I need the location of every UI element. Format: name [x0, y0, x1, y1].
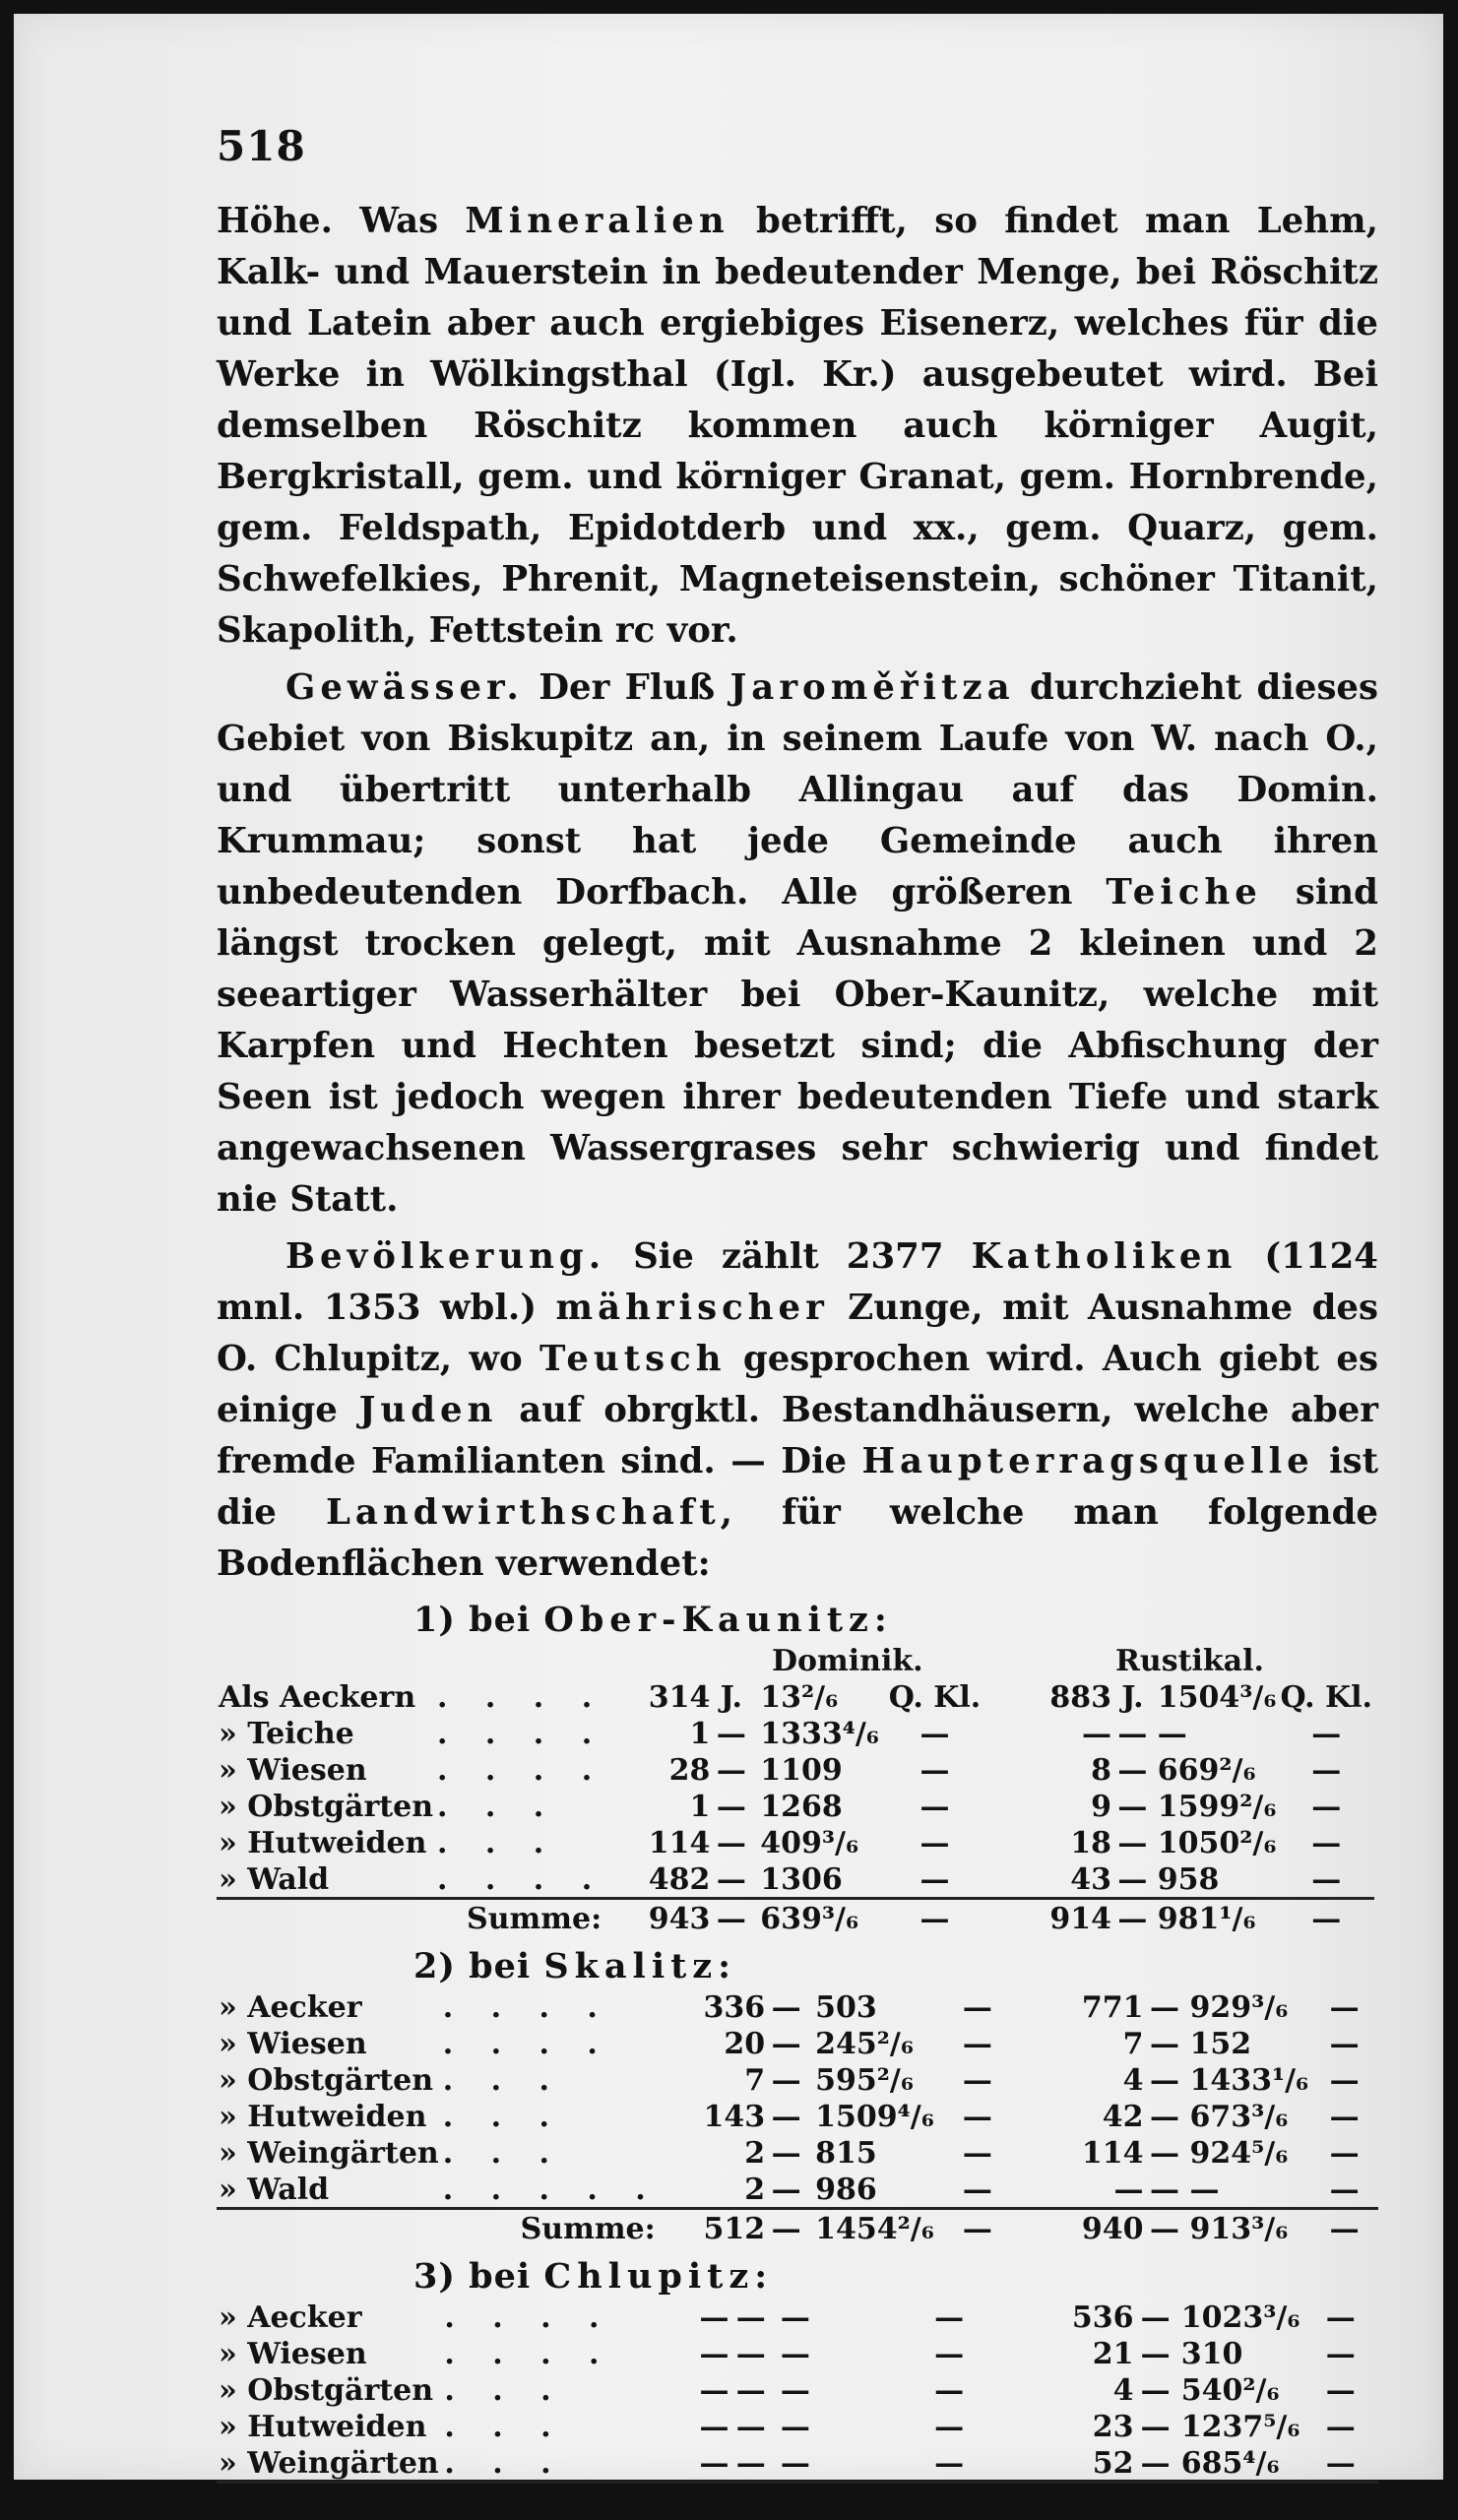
- minerals-paragraph: [217, 196, 1378, 657]
- table-row: [217, 2025, 1378, 2061]
- rustikal-quadratklafter: 540²/₆: [1175, 2371, 1303, 2408]
- table-row: [217, 1678, 1378, 1715]
- row-dots: . . . .: [441, 1988, 662, 2025]
- dominik-kl-unit: —: [887, 1715, 983, 1751]
- rustikal-unit: J.: [1113, 1678, 1152, 1715]
- rustikal-joch: 4: [1074, 2061, 1146, 2098]
- population-text-4: gesprochen wird. Auch giebt es einige: [217, 1339, 1378, 1430]
- page-number: 518: [217, 122, 1378, 170]
- population-text-5: auf obrgktl. Bestandhäusern, welche aber fremde Familianten sind. — Die: [217, 1390, 1378, 1481]
- column-gap: [983, 1678, 1042, 1715]
- sum-dominik-joch: —: [616, 2483, 731, 2520]
- sum-rustikal-quadratklafter: 913³/₆: [1183, 2209, 1310, 2247]
- rustikal-kl-unit: —: [1302, 2444, 1378, 2483]
- rustikal-quadratklafter: 673³/₆: [1183, 2098, 1310, 2134]
- column-gap: [1013, 2025, 1074, 2061]
- waters-text-3: sind längst trocken gelegt, mit Ausnahme 2 kleinen und 2 seeartiger Wasserhälter bei Ober-Kaunitz, welche mit Karpfen und Hechten besetzt sind; die Abfischung der Seen ist jedoch wegen ihrer bedeutenden Tiefe und stark angewachsenen Wassergrases sehr schwierig und findet nie Statt.: [217, 872, 1378, 1220]
- sum-rustikal-joch: 914: [1042, 1899, 1113, 1937]
- row-name: » Weingärten: [217, 2444, 442, 2483]
- column-gap: [988, 2299, 1062, 2335]
- rustikal-joch: 18: [1042, 1824, 1113, 1860]
- table-row: [217, 1824, 1378, 1860]
- dominik-joch: 7: [662, 2061, 767, 2098]
- row-name: » Aecker: [217, 2299, 442, 2335]
- rustikal-quadratklafter: 1023³/₆: [1175, 2299, 1303, 2335]
- population-text-6: ist die: [217, 1441, 1378, 1533]
- rustikal-joch: 4: [1062, 2371, 1136, 2408]
- rustikal-quadratklafter: 1504³/₆: [1152, 1678, 1279, 1715]
- dominik-quadratklafter: 595²/₆: [805, 2061, 942, 2098]
- section-place: Ober-Kaunitz:: [543, 1600, 892, 1640]
- table-row: [217, 2371, 1378, 2408]
- column-gap: [983, 1751, 1042, 1788]
- dominik-unit: —: [731, 2408, 771, 2444]
- column-gap: [988, 2371, 1062, 2408]
- section-prefix: bei: [469, 1600, 531, 1640]
- dominik-unit: —: [767, 1988, 805, 2025]
- table-row: [217, 2171, 1378, 2209]
- rustikal-unit: —: [1113, 1788, 1152, 1824]
- row-name: » Wiesen: [217, 2025, 441, 2061]
- dominik-quadratklafter: —: [771, 2444, 910, 2483]
- dominik-joch: 482: [607, 1860, 712, 1899]
- rustikal-unit: —: [1113, 1824, 1152, 1860]
- section-number: 2): [413, 1946, 456, 1986]
- dominik-joch: —: [616, 2335, 731, 2371]
- dominik-unit: —: [712, 1824, 750, 1860]
- population-german: Teutsch: [539, 1339, 727, 1379]
- rustikal-joch: 52: [1062, 2444, 1136, 2483]
- rustikal-kl-unit: —: [1310, 2171, 1378, 2209]
- dominik-unit: —: [767, 2134, 805, 2171]
- row-dots: . . .: [441, 2061, 662, 2098]
- rustikal-quadratklafter: 1433¹/₆: [1183, 2061, 1310, 2098]
- dominik-joch: 20: [662, 2025, 767, 2061]
- dominik-unit: —: [712, 1751, 750, 1788]
- land-use-table: [217, 1642, 1378, 1936]
- section-number: 1): [413, 1600, 456, 1640]
- rustikal-kl-unit: —: [1279, 1860, 1375, 1899]
- dominik-kl-unit: —: [942, 2134, 1013, 2171]
- row-name: Als Aeckern: [217, 1678, 435, 1715]
- table-row: [217, 2299, 1378, 2335]
- row-name: » Obstgärten: [217, 2061, 441, 2098]
- row-dots: . . .: [441, 2098, 662, 2134]
- sum-dominik-kl-unit: —: [942, 2209, 1013, 2247]
- dominik-unit: —: [767, 2061, 805, 2098]
- rustikal-joch: 536: [1062, 2299, 1136, 2335]
- row-name: » Wiesen: [217, 1751, 435, 1788]
- column-gap: [983, 1788, 1042, 1824]
- rustikal-quadratklafter: 958: [1152, 1860, 1279, 1899]
- book-page: [14, 14, 1443, 2480]
- rustikal-unit: —: [1146, 2098, 1184, 2134]
- column-gap: [988, 2408, 1062, 2444]
- minerals-keyword: Mineralien: [465, 201, 729, 241]
- sum-dominik-kl-unit: —: [887, 1899, 983, 1937]
- dominik-quadratklafter: 815: [805, 2134, 942, 2171]
- dominik-unit: —: [712, 1860, 750, 1899]
- dominik-quadratklafter: 1333⁴/₆: [750, 1715, 887, 1751]
- row-name: » Wald: [217, 2171, 441, 2209]
- sum-column-gap: [988, 2483, 1062, 2520]
- rustikal-joch: 42: [1074, 2098, 1146, 2134]
- rustikal-quadratklafter: —: [1152, 1715, 1279, 1751]
- dominik-kl-unit: —: [942, 2098, 1013, 2134]
- sum-rustikal-quadratklafter: 1597¹/₆: [1175, 2483, 1303, 2520]
- rustikal-kl-unit: —: [1310, 2134, 1378, 2171]
- table-row: [217, 2098, 1378, 2134]
- header-spacer-end: [1374, 1642, 1378, 1678]
- rustikal-quadratklafter: 310: [1175, 2335, 1303, 2371]
- rustikal-joch: 771: [1074, 1988, 1146, 2025]
- rustikal-joch: 21: [1062, 2335, 1136, 2371]
- sum-dominik-quadratklafter: 639³/₆: [750, 1899, 887, 1937]
- population-agri: Landwirthschaft: [326, 1492, 721, 1533]
- row-dots: . . .: [442, 2444, 615, 2483]
- dominik-kl-unit: —: [887, 1751, 983, 1788]
- dominik-quadratklafter: 13²/₆: [750, 1678, 887, 1715]
- waters-text-1: Der Fluß: [524, 667, 730, 708]
- rustikal-unit: —: [1135, 2371, 1174, 2408]
- sum-dominik-joch: 943: [607, 1899, 712, 1937]
- column-gap: [988, 2335, 1062, 2371]
- rustikal-kl-unit: —: [1279, 1824, 1375, 1860]
- dominik-quadratklafter: 1509⁴/₆: [805, 2098, 942, 2134]
- dominik-joch: —: [616, 2371, 731, 2408]
- sum-rustikal-quadratklafter: 981¹/₆: [1152, 1899, 1279, 1937]
- row-dots: . . .: [442, 2408, 615, 2444]
- dominik-kl-unit: —: [910, 2335, 989, 2371]
- sum-label: Summe:: [217, 1899, 607, 1937]
- dominik-kl-unit: —: [887, 1788, 983, 1824]
- dominik-kl-unit: —: [910, 2299, 989, 2335]
- waters-text-2: durchzieht dieses Gebiet von Biskupitz an, in seinem Laufe von W. nach O., und übertritt unterhalb Allingau auf das Domin. Krummau; sonst hat jede Gemeinde auch ihren unbedeutenden Dorfbach. Alle größeren: [217, 667, 1378, 913]
- sum-column-gap: [983, 1899, 1042, 1937]
- table-row: [217, 1788, 1378, 1824]
- rustikal-kl-unit: —: [1302, 2408, 1378, 2444]
- dominik-joch: 28: [607, 1751, 712, 1788]
- dominik-unit: —: [767, 2098, 805, 2134]
- rustikal-unit: —: [1135, 2408, 1174, 2444]
- rustikal-kl-unit: —: [1302, 2299, 1378, 2335]
- column-gap: [983, 1860, 1042, 1899]
- dominik-joch: 114: [607, 1824, 712, 1860]
- rustikal-quadratklafter: 1237⁵/₆: [1175, 2408, 1303, 2444]
- dominik-quadratklafter: —: [771, 2371, 910, 2408]
- dominik-joch: 1: [607, 1788, 712, 1824]
- row-name: » Obstgärten: [217, 2371, 442, 2408]
- dominik-joch: —: [616, 2299, 731, 2335]
- dominik-joch: 2: [662, 2134, 767, 2171]
- rustikal-kl-unit: —: [1310, 2061, 1378, 2098]
- row-dots: . . .: [435, 1788, 607, 1824]
- row-name: » Hutweiden: [217, 2408, 442, 2444]
- dominik-kl-unit: Q. Kl.: [887, 1678, 983, 1715]
- rustikal-unit: —: [1135, 2444, 1174, 2483]
- dominik-quadratklafter: —: [771, 2408, 910, 2444]
- rustikal-kl-unit: —: [1302, 2335, 1378, 2371]
- sum-rustikal-unit: —: [1135, 2483, 1174, 2520]
- section-title: [413, 1946, 1378, 1986]
- dominik-kl-unit: —: [887, 1860, 983, 1899]
- sum-dominik-kl-unit: —: [910, 2483, 989, 2520]
- table-row: [217, 1751, 1378, 1788]
- dominik-unit: —: [731, 2335, 771, 2371]
- dominik-kl-unit: —: [910, 2371, 989, 2408]
- row-name: » Hutweiden: [217, 2098, 441, 2134]
- dominik-quadratklafter: 1268: [750, 1788, 887, 1824]
- rustikal-joch: 43: [1042, 1860, 1113, 1899]
- row-dots: . . . .: [435, 1715, 607, 1751]
- rustikal-unit: —: [1146, 2134, 1184, 2171]
- rustikal-joch: 7: [1074, 2025, 1146, 2061]
- population-source: Haupterragsquelle: [862, 1441, 1314, 1481]
- dominik-quadratklafter: 503: [805, 1988, 942, 2025]
- rustikal-quadratklafter: 152: [1183, 2025, 1310, 2061]
- row-name: » Wald: [217, 1860, 435, 1899]
- rustikal-joch: 23: [1062, 2408, 1136, 2444]
- row-name: » Aecker: [217, 1988, 441, 2025]
- rustikal-kl-unit: —: [1279, 1751, 1375, 1788]
- land-use-table: [217, 1988, 1378, 2246]
- rustikal-quadratklafter: 1050²/₆: [1152, 1824, 1279, 1860]
- rustikal-unit: —: [1135, 2335, 1174, 2371]
- waters-paragraph: [217, 662, 1378, 1226]
- waters-ponds: Teiche: [1106, 872, 1261, 913]
- section-prefix: bei: [469, 1946, 531, 1986]
- header-spacer: [217, 1642, 712, 1678]
- dominik-quadratklafter: 986: [805, 2171, 942, 2209]
- column-gap: [1013, 2061, 1074, 2098]
- population-catholics: Katholiken: [972, 1236, 1237, 1277]
- row-dots: . . . .: [441, 2025, 662, 2061]
- rustikal-unit: —: [1146, 1988, 1184, 2025]
- rustikal-joch: 883: [1042, 1678, 1113, 1715]
- dominik-quadratklafter: —: [771, 2299, 910, 2335]
- dominik-kl-unit: —: [942, 2061, 1013, 2098]
- dominik-joch: 1: [607, 1715, 712, 1751]
- rustikal-kl-unit: —: [1302, 2371, 1378, 2408]
- dominik-quadratklafter: 1306: [750, 1860, 887, 1899]
- dominik-kl-unit: —: [887, 1824, 983, 1860]
- column-gap: [988, 2444, 1062, 2483]
- sum-rustikal-kl-unit: —: [1302, 2483, 1378, 2520]
- table-row: [217, 2444, 1378, 2483]
- section-title: [413, 1600, 1378, 1640]
- table-row: [217, 1715, 1378, 1751]
- row-dots: . . . . .: [441, 2171, 662, 2209]
- rustikal-kl-unit: —: [1279, 1715, 1375, 1751]
- dominik-joch: —: [616, 2408, 731, 2444]
- sum-dominik-unit: —: [731, 2483, 771, 2520]
- dominik-kl-unit: —: [942, 2025, 1013, 2061]
- sum-label: Summe:: [217, 2483, 616, 2520]
- rustikal-unit: —: [1113, 1751, 1152, 1788]
- rustikal-unit: —: [1113, 1715, 1152, 1751]
- row-name: » Hutweiden: [217, 1824, 435, 1860]
- population-jews: Juden: [359, 1390, 498, 1430]
- sum-dominik-joch: 512: [662, 2209, 767, 2247]
- rustikal-joch: —: [1074, 2171, 1146, 2209]
- sum-rustikal-joch: 638: [1062, 2483, 1136, 2520]
- rustikal-joch: 9: [1042, 1788, 1113, 1824]
- row-name: » Weingärten: [217, 2134, 441, 2171]
- section-place: Chlupitz:: [543, 2256, 773, 2297]
- dominik-quadratklafter: —: [771, 2335, 910, 2371]
- rustikal-joch: 114: [1074, 2134, 1146, 2171]
- page-content: [217, 122, 1378, 2520]
- sum-rustikal-kl-unit: —: [1279, 1899, 1375, 1937]
- row-dots: . . .: [441, 2134, 662, 2171]
- rustikal-kl-unit: —: [1310, 2025, 1378, 2061]
- rustikal-unit: —: [1146, 2025, 1184, 2061]
- population-paragraph: [217, 1231, 1378, 1590]
- dominik-unit: —: [767, 2025, 805, 2061]
- sum-dominik-unit: —: [767, 2209, 805, 2247]
- dominik-joch: —: [616, 2444, 731, 2483]
- dominik-kl-unit: —: [942, 1988, 1013, 2025]
- sum-row: [217, 1899, 1378, 1937]
- dominik-kl-unit: —: [942, 2171, 1013, 2209]
- column-gap: [983, 1824, 1042, 1860]
- rustikal-unit: —: [1146, 2171, 1184, 2209]
- rustikal-quadratklafter: 924⁵/₆: [1183, 2134, 1310, 2171]
- dominik-joch: 336: [662, 1988, 767, 2025]
- section-number: 3): [413, 2256, 456, 2297]
- rustikal-joch: 8: [1042, 1751, 1113, 1788]
- rustikal-joch: —: [1042, 1715, 1113, 1751]
- rustikal-kl-unit: —: [1310, 2098, 1378, 2134]
- waters-river: Jaroměřitza: [730, 667, 1015, 708]
- table-row: [217, 1988, 1378, 2025]
- rustikal-unit: —: [1135, 2299, 1174, 2335]
- dominik-quadratklafter: 409³/₆: [750, 1824, 887, 1860]
- sum-dominik-quadratklafter: —: [771, 2483, 910, 2520]
- sum-row: [217, 2209, 1378, 2247]
- dominik-joch: 314: [607, 1678, 712, 1715]
- rustikal-unit: —: [1146, 2061, 1184, 2098]
- rustikal-kl-unit: —: [1279, 1788, 1375, 1824]
- section-prefix: bei: [469, 2256, 531, 2297]
- population-tongue: mährischer: [556, 1288, 829, 1328]
- dominik-unit: —: [731, 2299, 771, 2335]
- rustikal-quadratklafter: —: [1183, 2171, 1310, 2209]
- land-use-tables: [217, 1600, 1378, 2520]
- header-gap: [983, 1642, 1113, 1678]
- waters-keyword: Gewässer.: [285, 667, 524, 708]
- dominik-unit: —: [712, 1715, 750, 1751]
- population-text-7: , für welche man folgende Bodenflächen verwendet:: [217, 1492, 1378, 1584]
- table-row: [217, 2134, 1378, 2171]
- table-header-row: [217, 1642, 1378, 1678]
- sum-column-gap: [1013, 2209, 1074, 2247]
- sum-dominik-quadratklafter: 1454²/₆: [805, 2209, 942, 2247]
- dominik-unit: J.: [712, 1678, 750, 1715]
- row-dots: . . . .: [442, 2299, 615, 2335]
- rustikal-kl-unit: —: [1310, 1988, 1378, 2025]
- population-text-3: Zunge, mit Ausnahme des O. Chlupitz, wo: [217, 1288, 1378, 1379]
- sum-row: [217, 2483, 1378, 2520]
- column-gap: [1013, 2098, 1074, 2134]
- dominik-quadratklafter: 245²/₆: [805, 2025, 942, 2061]
- land-use-table: [217, 2299, 1378, 2520]
- sum-rustikal-joch: 940: [1074, 2209, 1146, 2247]
- rustikal-quadratklafter: 685⁴/₆: [1175, 2444, 1303, 2483]
- rustikal-quadratklafter: 929³/₆: [1183, 1988, 1310, 2025]
- population-text-2: (1124 mnl. 1353 wbl.): [217, 1236, 1378, 1328]
- rustikal-quadratklafter: 669²/₆: [1152, 1751, 1279, 1788]
- dominik-kl-unit: —: [910, 2408, 989, 2444]
- row-name: » Obstgärten: [217, 1788, 435, 1824]
- sum-rustikal-kl-unit: —: [1310, 2209, 1378, 2247]
- dominik-unit: —: [731, 2371, 771, 2408]
- table-row: [217, 2335, 1378, 2371]
- row-name: » Wiesen: [217, 2335, 442, 2371]
- sum-label: Summe:: [217, 2209, 662, 2247]
- row-dots: . . .: [435, 1824, 607, 1860]
- sum-rustikal-unit: —: [1113, 1899, 1152, 1937]
- rustikal-unit: —: [1113, 1860, 1152, 1899]
- population-text-1: Sie zählt 2377: [605, 1236, 972, 1277]
- row-dots: . . . .: [435, 1860, 607, 1899]
- dominik-joch: 2: [662, 2171, 767, 2209]
- header-rustikal: Rustikal.: [1113, 1642, 1374, 1678]
- dominik-unit: —: [712, 1788, 750, 1824]
- row-dots: . . . .: [435, 1678, 607, 1715]
- column-gap: [983, 1715, 1042, 1751]
- header-dominik: Dominik.: [712, 1642, 983, 1678]
- minerals-text: betrifft, so findet man Lehm, Kalk- und Mauerstein in bedeutender Menge, bei Röschitz und Latein aber auch ergiebiges Eisenerz, welches für die Werke in Wölkingsthal (Igl. Kr.) ausgebeutet wird. Bei demselben Röschitz kommen auch körniger Augit, Bergkristall, gem. und körniger Granat, gem. Hornbrende, gem. Feldspath, Epidotderb und xx., gem. Quarz, gem. Schwefelkies, Phrenit, Magneteisenstein, schöner Titanit, Skapolith, Fettstein rc vor.: [217, 201, 1378, 651]
- section-title: [413, 2256, 1378, 2297]
- dominik-unit: —: [767, 2171, 805, 2209]
- rustikal-quadratklafter: 1599²/₆: [1152, 1788, 1279, 1824]
- minerals-lead: Höhe. Was: [217, 201, 465, 241]
- dominik-unit: —: [731, 2444, 771, 2483]
- sum-rustikal-unit: —: [1146, 2209, 1184, 2247]
- row-dots: . . .: [442, 2371, 615, 2408]
- column-gap: [1013, 2171, 1074, 2209]
- row-name: » Teiche: [217, 1715, 435, 1751]
- population-keyword: Bevölkerung.: [285, 1236, 605, 1277]
- table-row: [217, 2408, 1378, 2444]
- section-place: Skalitz:: [543, 1946, 736, 1986]
- row-dots: . . . .: [442, 2335, 615, 2371]
- dominik-kl-unit: —: [910, 2444, 989, 2483]
- sum-dominik-unit: —: [712, 1899, 750, 1937]
- column-gap: [1013, 1988, 1074, 2025]
- dominik-quadratklafter: 1109: [750, 1751, 887, 1788]
- rustikal-kl-unit: Q. Kl.: [1279, 1678, 1375, 1715]
- table-row: [217, 1860, 1378, 1899]
- row-dots: . . . .: [435, 1751, 607, 1788]
- dominik-joch: 143: [662, 2098, 767, 2134]
- table-row: [217, 2061, 1378, 2098]
- column-gap: [1013, 2134, 1074, 2171]
